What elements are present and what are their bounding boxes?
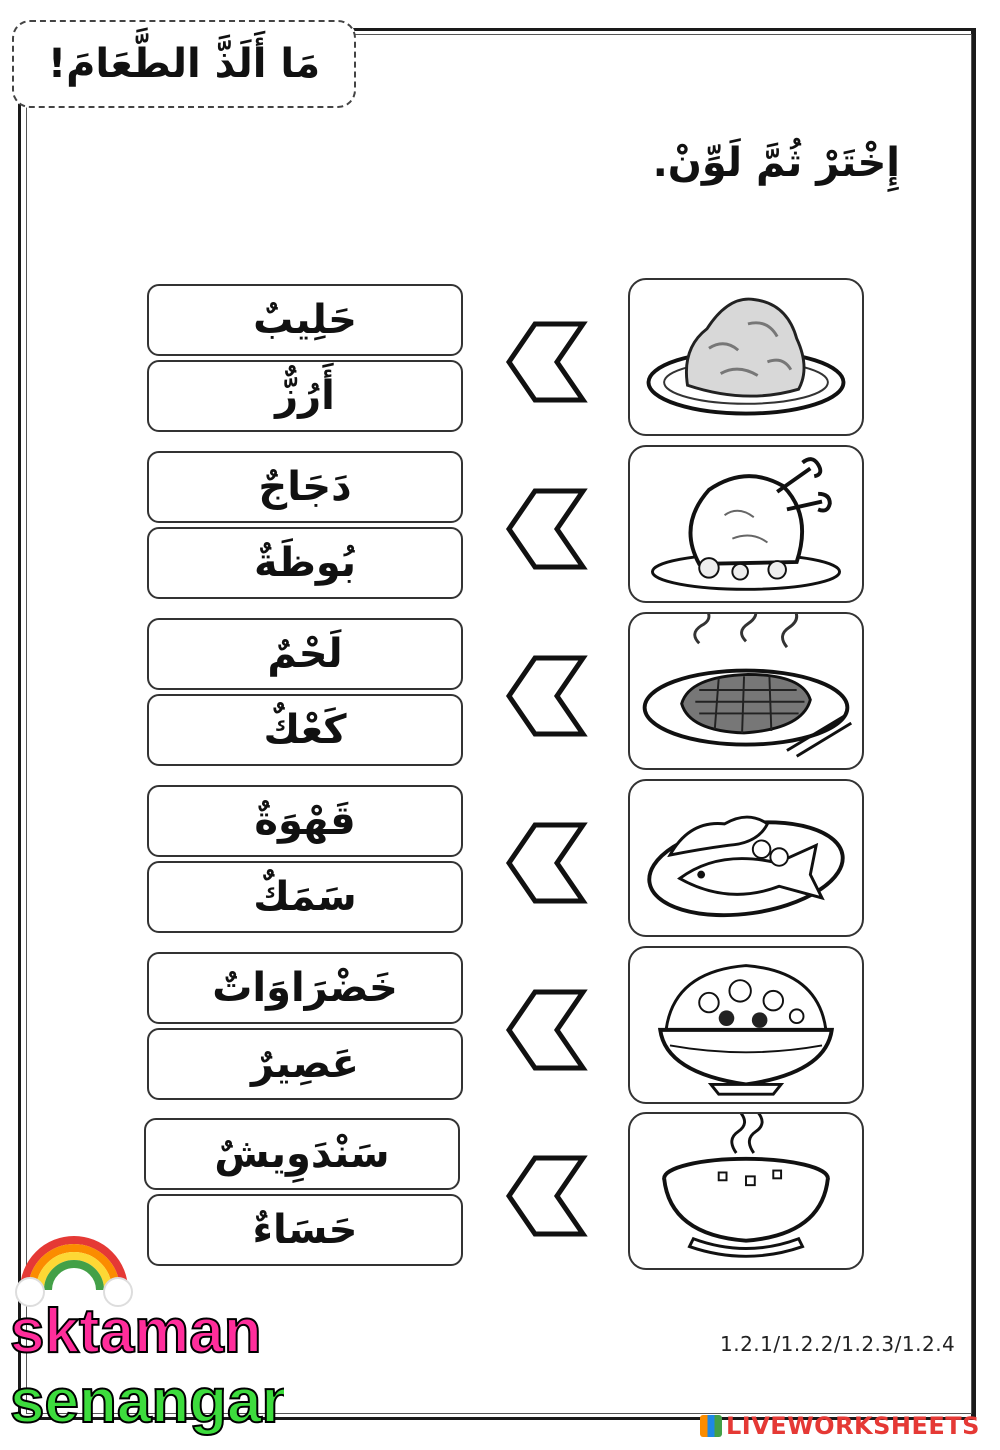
instruction-text: إِخْتَرْ ثُمَّ لَوِّنْ. (652, 140, 900, 186)
option-button[interactable]: حَلِيبٌ (147, 284, 463, 356)
soup-bowl-icon (628, 1112, 864, 1270)
standard-code: 1.2.1/1.2.2/1.2.3/1.2.4 (720, 1332, 956, 1356)
question-row-1 (0, 284, 1000, 444)
watermark-text: LIVEWORKSHEETS (726, 1412, 980, 1440)
option-button[interactable]: أَرُزٌّ (147, 360, 463, 432)
option-button[interactable]: سَنْدَوِيشٌ (144, 1118, 460, 1190)
rice-plate-icon (628, 278, 864, 436)
option-button[interactable]: دَجَاجٌ (147, 451, 463, 523)
worksheet-title: مَا أَلَذَّ الطَّعَامَ! (12, 20, 356, 108)
question-row-2 (0, 451, 1000, 611)
option-button[interactable]: لَحْمٌ (147, 618, 463, 690)
option-button[interactable]: كَعْكٌ (147, 694, 463, 766)
salad-bowl-icon (628, 946, 864, 1104)
logo-text: senangan (10, 1367, 284, 1436)
liveworksheets-watermark (700, 1412, 980, 1440)
option-button[interactable]: قَهْوَةٌ (147, 785, 463, 857)
fish-plate-icon (628, 779, 864, 937)
liveworksheets-icon (700, 1415, 722, 1437)
option-button[interactable]: سَمَكٌ (147, 861, 463, 933)
chevron-left-icon (505, 988, 589, 1072)
question-row-3 (0, 618, 1000, 778)
chevron-left-icon (505, 654, 589, 738)
option-button[interactable]: بُوظَةٌ (147, 527, 463, 599)
school-logo (4, 1230, 284, 1440)
roast-chicken-icon (628, 445, 864, 603)
chevron-left-icon (505, 821, 589, 905)
chevron-left-icon (505, 1154, 589, 1238)
option-button[interactable]: عَصِيرٌ (147, 1028, 463, 1100)
logo-text: sktaman (10, 1297, 262, 1366)
chevron-left-icon (505, 487, 589, 571)
steak-plate-icon (628, 612, 864, 770)
question-row-4 (0, 785, 1000, 945)
option-button[interactable]: خَضْرَاوَاتٌ (147, 952, 463, 1024)
chevron-left-icon (505, 320, 589, 404)
question-row-5 (0, 952, 1000, 1112)
option-button[interactable]: حَسَاءٌ (147, 1194, 463, 1266)
